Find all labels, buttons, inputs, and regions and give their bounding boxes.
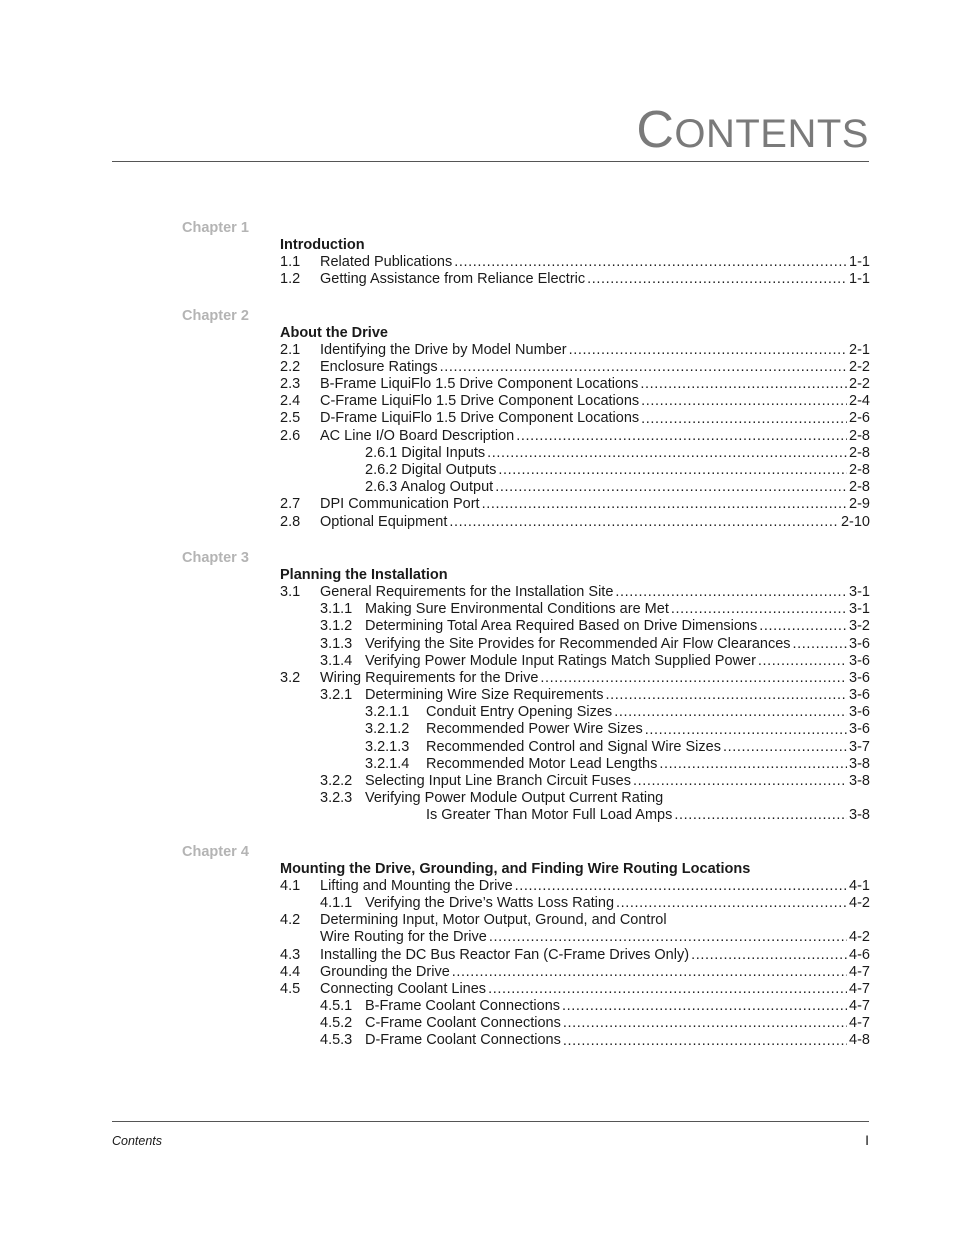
entry-title: DPI Communication Port: [320, 496, 480, 513]
chapter-label: Chapter 2: [182, 307, 249, 324]
toc-entry[interactable]: [182, 670, 870, 687]
footer-rule: [112, 1121, 869, 1122]
entry-title: Enclosure Ratings: [320, 358, 438, 375]
toc-entry[interactable]: [182, 929, 870, 946]
entry-number: 2.2: [280, 358, 301, 375]
dot-leader: [674, 807, 847, 824]
entry-title: Verifying the Drive’s Watts Loss Rating: [365, 894, 615, 911]
entry-number: 3.2.1.3: [365, 738, 410, 755]
entry-number: 4.5: [280, 980, 301, 997]
entry-number: 4.5.3: [320, 1032, 353, 1049]
toc-entry[interactable]: [182, 947, 870, 964]
entry-title: Conduit Entry Opening Sizes: [426, 704, 613, 721]
entry-title: Optional Equipment: [320, 513, 448, 530]
dot-leader: [482, 496, 847, 513]
entry-page-number: 3-8: [849, 755, 870, 772]
entry-title: Recommended Motor Lead Lengths: [426, 755, 658, 772]
toc-entry[interactable]: [182, 342, 870, 359]
toc-entry[interactable]: [182, 618, 870, 635]
entry-number: 2.1: [280, 341, 301, 358]
entry-title: Making Sure Environmental Conditions are Met: [365, 601, 669, 618]
dot-leader: [615, 584, 847, 601]
entry-number: 3.1.2: [320, 618, 353, 635]
toc-entry[interactable]: [182, 807, 870, 824]
entry-title: Lifting and Mounting the Drive: [320, 877, 513, 894]
entry-page-number: 2-2: [849, 376, 870, 393]
entry-title: Verifying Power Module Output Current Rating: [365, 790, 664, 807]
dot-leader: [495, 479, 847, 496]
entry-page-number: 2-2: [849, 358, 870, 375]
toc-entry[interactable]: [182, 393, 870, 410]
dot-leader: [633, 773, 847, 790]
entry-number: 2.7: [280, 496, 301, 513]
dot-leader: [440, 359, 847, 376]
entry-title: Determining Wire Size Requirements: [365, 687, 604, 704]
toc-entry[interactable]: [182, 479, 870, 496]
entry-page-number: 4-7: [849, 980, 870, 997]
entry-title: 2.6.2 Digital Outputs: [365, 462, 497, 479]
dot-leader: [671, 601, 847, 618]
entry-page-number: 2-10: [840, 513, 870, 530]
entry-title: Determining Total Area Required Based on Drive Dimensions: [365, 618, 758, 635]
toc-chapter: [182, 219, 870, 289]
dot-leader: [540, 670, 847, 687]
toc-entry[interactable]: [182, 254, 870, 271]
entry-number: 3.2.1: [320, 687, 353, 704]
entry-page-number: 3-1: [849, 583, 870, 600]
toc-entry[interactable]: [182, 722, 870, 739]
entry-page-number: 2-8: [849, 444, 870, 461]
toc-entry[interactable]: [182, 462, 870, 479]
entry-page-number: 1-1: [849, 271, 870, 288]
entry-title: Related Publications: [320, 254, 453, 271]
dot-leader: [614, 704, 847, 721]
entry-number: 1.2: [280, 271, 301, 288]
chapter-title: Planning the Installation: [280, 566, 448, 583]
toc-entry[interactable]: [182, 445, 870, 462]
entry-number: 2.6: [280, 427, 301, 444]
toc-entry[interactable]: [182, 895, 870, 912]
toc-entry[interactable]: [182, 496, 870, 513]
entry-title: Installing the DC Bus Reactor Fan (C-Frame Drives Only): [320, 946, 690, 963]
dot-leader: [515, 878, 847, 895]
entry-page-number: 2-6: [849, 410, 870, 427]
entry-number: 4.2: [280, 912, 301, 929]
entry-number: 4.1.1: [320, 894, 353, 911]
entry-number: 4.1: [280, 877, 301, 894]
table-of-contents: [182, 219, 870, 1068]
toc-entry[interactable]: [182, 687, 870, 704]
toc-entry[interactable]: [182, 739, 870, 756]
entry-page-number: 4-2: [849, 929, 870, 946]
dot-leader: [645, 722, 847, 739]
entry-page-number: 3-6: [849, 687, 870, 704]
entry-number: 3.2.1.1: [365, 704, 410, 721]
title-initial: C: [636, 101, 675, 159]
entry-page-number: 3-6: [849, 721, 870, 738]
entry-number: 3.1: [280, 583, 301, 600]
entry-title: Recommended Power Wire Sizes: [426, 721, 643, 738]
toc-entry[interactable]: [182, 704, 870, 721]
entry-number: 2.3: [280, 376, 301, 393]
entry-title: Is Greater Than Motor Full Load Amps: [426, 807, 673, 824]
entry-number: 4.5.1: [320, 998, 353, 1015]
chapter-label: Chapter 4: [182, 843, 249, 860]
entry-title: Recommended Control and Signal Wire Sizes: [426, 738, 721, 755]
dot-leader: [659, 756, 847, 773]
dot-leader: [449, 514, 839, 531]
toc-entry[interactable]: [182, 773, 870, 790]
entry-title: C-Frame LiquiFlo 1.5 Drive Component Locations: [320, 393, 640, 410]
entry-number: 1.1: [280, 254, 301, 271]
dot-leader: [616, 895, 847, 912]
toc-entry[interactable]: [182, 912, 870, 929]
toc-entry[interactable]: [182, 981, 870, 998]
entry-title: Getting Assistance from Reliance Electric: [320, 271, 586, 288]
toc-entry[interactable]: [182, 359, 870, 376]
entry-number: 2.8: [280, 513, 301, 530]
dot-leader: [758, 653, 847, 670]
entry-title: B-Frame LiquiFlo 1.5 Drive Component Locations: [320, 376, 639, 393]
entry-title: Determining Input, Motor Output, Ground, and Control: [320, 912, 667, 929]
entry-number: 4.4: [280, 963, 301, 980]
entry-page-number: 1-1: [849, 254, 870, 271]
entry-page-number: 4-8: [849, 1032, 870, 1049]
entry-title: Connecting Coolant Lines: [320, 980, 487, 997]
entry-title: AC Line I/O Board Description: [320, 427, 515, 444]
toc-entry[interactable]: [182, 271, 870, 288]
dot-leader: [562, 998, 847, 1015]
dot-leader: [489, 929, 847, 946]
dot-leader: [793, 636, 848, 653]
entry-number: 3.2.3: [320, 790, 353, 807]
entry-page-number: 3-1: [849, 601, 870, 618]
entry-page-number: 3-6: [849, 635, 870, 652]
toc-entry[interactable]: [182, 636, 870, 653]
entry-title: 2.6.3 Analog Output: [365, 479, 494, 496]
toc-entry[interactable]: [182, 601, 870, 618]
entry-title: Wiring Requirements for the Drive: [320, 669, 539, 686]
entry-page-number: 3-8: [849, 773, 870, 790]
entry-number: 3.2.1.2: [365, 721, 410, 738]
entry-page-number: 2-8: [849, 427, 870, 444]
header-rule: [112, 161, 869, 162]
toc-entry[interactable]: [182, 964, 870, 981]
entry-page-number: 3-6: [849, 652, 870, 669]
entry-title: D-Frame LiquiFlo 1.5 Drive Component Locations: [320, 410, 640, 427]
entry-title: C-Frame Coolant Connections: [365, 1015, 561, 1032]
entry-number: 3.1.3: [320, 635, 353, 652]
entry-title: General Requirements for the Installation Site: [320, 583, 614, 600]
entry-title: B-Frame Coolant Connections: [365, 998, 561, 1015]
entry-number: 3.2.2: [320, 773, 353, 790]
entry-page-number: 4-6: [849, 946, 870, 963]
entry-page-number: 2-4: [849, 393, 870, 410]
entry-number: 3.2: [280, 669, 301, 686]
toc-entry[interactable]: [182, 653, 870, 670]
dot-leader: [587, 271, 847, 288]
entry-page-number: 3-8: [849, 807, 870, 824]
entry-page-number: 4-1: [849, 877, 870, 894]
entry-page-number: 3-6: [849, 704, 870, 721]
entry-page-number: 3-6: [849, 669, 870, 686]
entry-number: 4.3: [280, 946, 301, 963]
entry-page-number: 4-7: [849, 1015, 870, 1032]
dot-leader: [606, 687, 848, 704]
entry-page-number: 2-8: [849, 479, 870, 496]
toc-entry[interactable]: [182, 428, 870, 445]
toc-entry[interactable]: [182, 790, 870, 807]
toc-entry[interactable]: [182, 376, 870, 393]
dot-leader: [516, 428, 847, 445]
title-rest: ONTENTS: [674, 112, 869, 156]
entry-page-number: 3-7: [849, 738, 870, 755]
dot-leader: [452, 964, 847, 981]
footer-page-number: I: [865, 1132, 869, 1148]
dot-leader: [487, 445, 847, 462]
entry-title: D-Frame Coolant Connections: [365, 1032, 561, 1049]
footer-section-label: Contents: [112, 1134, 163, 1148]
dot-leader: [641, 393, 847, 410]
dot-leader: [759, 618, 847, 635]
dot-leader: [640, 376, 847, 393]
dot-leader: [454, 254, 847, 271]
toc-entry[interactable]: [182, 584, 870, 601]
chapter-title: Introduction: [280, 237, 365, 253]
entry-title: Verifying Power Module Input Ratings Match Supplied Power: [365, 652, 756, 669]
entry-title: Identifying the Drive by Model Number: [320, 341, 567, 358]
entry-page-number: 2-1: [849, 341, 870, 358]
toc-chapter: [182, 307, 870, 531]
toc-entry[interactable]: [182, 1015, 870, 1032]
entry-page-number: 3-2: [849, 618, 870, 635]
entry-title: Wire Routing for the Drive: [320, 929, 487, 946]
entry-page-number: 4-7: [849, 998, 870, 1015]
chapter-title: Mounting the Drive, Grounding, and Finding Wire Routing Locations: [280, 860, 751, 877]
dot-leader: [563, 1015, 847, 1032]
dot-leader: [723, 739, 847, 756]
entry-page-number: 2-8: [849, 462, 870, 479]
entry-number: 2.5: [280, 410, 301, 427]
page-title: [636, 101, 869, 159]
dot-leader: [498, 462, 847, 479]
toc-entry[interactable]: [182, 411, 870, 428]
entry-page-number: 4-2: [849, 894, 870, 911]
entry-number: 2.4: [280, 393, 301, 410]
entry-number: 3.1.4: [320, 652, 353, 669]
toc-entry[interactable]: [182, 514, 870, 531]
chapter-label: Chapter 1: [182, 220, 249, 236]
entry-title: Verifying the Site Provides for Recommended Air Flow Clearances: [365, 635, 791, 652]
dot-leader: [488, 981, 847, 998]
toc-entry[interactable]: [182, 756, 870, 773]
entry-number: 3.1.1: [320, 601, 353, 618]
toc-chapter: [182, 549, 870, 825]
dot-leader: [563, 1033, 847, 1050]
toc-entry[interactable]: [182, 1033, 870, 1050]
dot-leader: [691, 947, 847, 964]
entry-page-number: 2-9: [849, 496, 870, 513]
entry-page-number: 4-7: [849, 963, 870, 980]
chapter-title: About the Drive: [280, 324, 388, 341]
entry-title: Grounding the Drive: [320, 963, 450, 980]
entry-title: Selecting Input Line Branch Circuit Fuses: [365, 773, 631, 790]
dot-leader: [569, 342, 847, 359]
entry-number: 3.2.1.4: [365, 755, 410, 772]
entry-number: 4.5.2: [320, 1015, 353, 1032]
toc-entry[interactable]: [182, 878, 870, 895]
entry-title: 2.6.1 Digital Inputs: [365, 444, 486, 461]
dot-leader: [641, 411, 847, 428]
toc-chapter: [182, 843, 870, 1050]
chapter-label: Chapter 3: [182, 549, 249, 566]
toc-entry[interactable]: [182, 998, 870, 1015]
